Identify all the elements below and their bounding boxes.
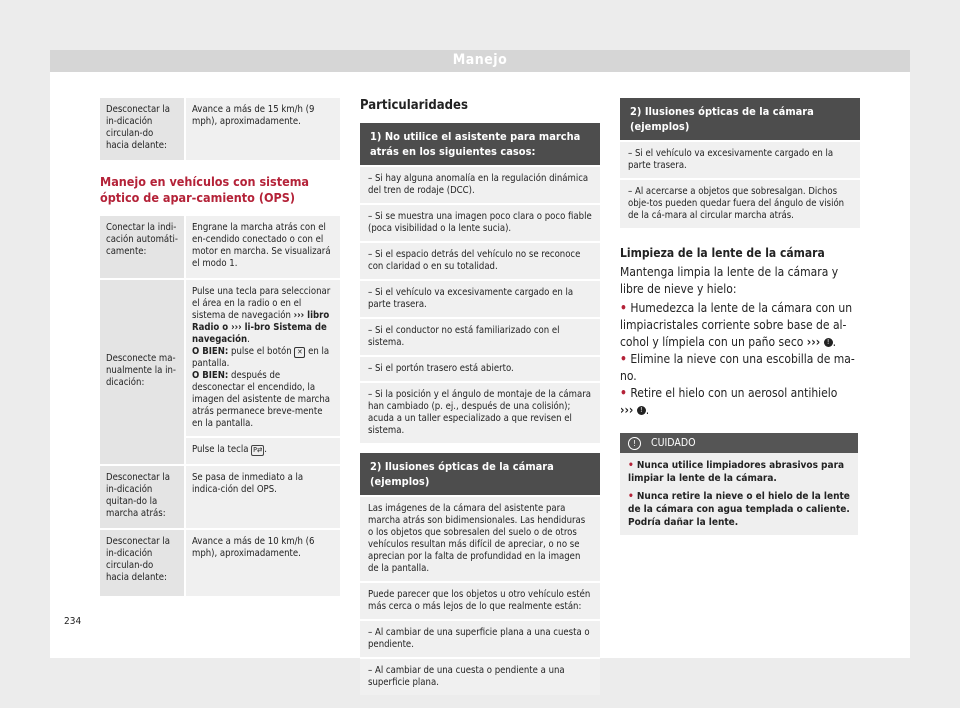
list-item [628,490,850,529]
box-row: Las imágenes de la cámara del asistente para marcha atrás son bidimensionales. Las hendiduras o los objetos que sobresalen del suelo o de otros vehículos resultan más difícil de apreciar, o no se aprecian por la falta de profundidad en la imagen de la pantalla. [360,495,600,581]
particularities-title: Particularidades [360,98,468,113]
box-row: Puede parecer que los objetos u otro vehículo estén más cerca o más lejos de lo que realmente están: [360,581,600,619]
bullet-icon: • [620,301,627,315]
or-label: O BIEN: [192,370,229,381]
list-item [620,351,860,385]
table-value: Avance a más de 15 km/h (9 mph), aproximadamente. [185,98,340,160]
list-item [620,300,860,351]
ops-text-p1d: . [247,334,250,345]
table-key: Desconectar la in-dicación circulan-do hacia delante: [100,529,185,596]
box-row: – Si el espacio detrás del vehículo no se reconoce con claridad o en su totalidad. [360,241,600,279]
box-illusions-cont [620,98,860,228]
box-illusions [360,453,600,695]
park-assist-key-icon: P⇄ [253,446,263,454]
bullet-icon: • [620,386,627,400]
table-row [100,529,340,596]
ops-text-p1a: Pulse una tecla para seleccionar el área en la radio o en el sistema de navegación [192,286,331,321]
bullet-text: Retire el hielo con un aerosol antihielo [630,386,838,400]
box-heading: 1) No utilice el asistente para marcha atrás en los siguientes casos: [360,123,600,165]
table-value: Avance a más de 10 km/h (6 mph), aproximadamente. [185,529,340,596]
ops-table [100,216,340,596]
top-table [100,98,340,160]
section-title-ops: Manejo en vehículos con sistema óptico de apar-camiento (OPS) [100,174,310,205]
box-row: – Si el conductor no está familiarizado con el sistema. [360,317,600,355]
caution-item: Nunca utilice limpiadores abrasivos para limpiar la lente de la cámara. [628,460,845,484]
ref-arrows: ››› [231,322,242,333]
box-row: – Si la posición y el ángulo de montaje de la cámara han cambiado (p. ej., después de una colisión); acuda a un taller especializado a que revisen el sistema. [360,381,600,443]
table-value [185,279,340,465]
or-label: O BIEN: [192,346,229,357]
ops-text-p1c: li-bro Sistema de navegación [192,322,327,345]
table-row [100,216,340,279]
box-row: – Al cambiar de una superficie plana a una cuesta o pendiente. [360,619,600,657]
warning-icon: ! [637,406,646,415]
box-not-use [360,123,600,443]
box-row: – Al acercarse a objetos que sobresalgan. Dichos obje-tos pueden quedar fuera del ángulo de visión de la cá-mara al circular marcha atrás. [620,178,860,228]
list-item [620,385,860,419]
cleaning-title: Limpieza de la lente de la cámara [620,246,825,260]
bullet-text: Elimine la nieve con una escobilla de ma-no. [620,352,855,383]
table-key [100,279,185,465]
bullet-text: Humedezca la lente de la cámara con un limpiacristales corriente sobre base de al-cohol y límpiela con un paño seco [620,301,853,349]
column-left [100,98,340,596]
ref-arrows: ››› [806,335,821,349]
table-key: Desconectar la in-dicación circulan-do hacia delante: [100,98,185,160]
close-x-icon: ✕ [294,347,305,358]
ref-arrows: ››› [620,403,634,417]
caution-box [620,433,858,535]
table-row [100,279,340,465]
bullet-text-end: . [645,403,650,417]
box-heading: 2) Ilusiones ópticas de la cámara (ejemplos) [360,453,600,495]
table-key: Conectar la indi-cación automáti-camente: [100,216,185,279]
table-key-text: Desconecte ma-nualmente la in-dicación: [106,353,176,388]
box-row: – Si el portón trasero está abierto. [360,355,600,381]
box-row: – Si hay alguna anomalía en la regulación dinámica del tren de rodaje (DCC). [360,165,600,203]
ops-text-p2a: pulse el botón [228,346,295,357]
page-header-banner [50,50,910,72]
bullet-icon: • [628,491,634,502]
table-value: Engrane la marcha atrás con el en-cendido conectado o con el motor en marcha. Se visualizará el modo 1. [185,216,340,279]
header-title: Manejo [452,52,508,68]
ops-sub-text: Pulse la tecla [192,444,252,455]
box-row: – Si el vehículo va excesivamente cargado en la parte trasera. [620,140,860,178]
box-row: – Si el vehículo va excesivamente cargado en la parte trasera. [360,279,600,317]
ops-text-p3a: después de desconectar el encendido, la imagen del asistente de marcha atrás permanece breve-mente en la pantalla. [192,370,331,429]
page [50,50,910,688]
bullet-icon: • [628,460,634,471]
page-number: 234 [64,616,82,627]
ops-subrow [186,436,340,464]
cleaning-section [620,246,860,419]
ops-text-p2b: en la pantalla. [192,346,330,369]
ops-sub-text-end: . [264,444,267,455]
table-row [100,465,340,529]
caution-header [620,433,858,453]
box-row: – Al cambiar de una cuesta o pendiente a una superficie plana. [360,657,600,695]
box-heading: 2) Ilusiones ópticas de la cámara (ejemplos) [620,98,860,140]
table-value: Se pasa de inmediato a la indica-ción del OPS. [185,465,340,529]
column-right [620,98,860,535]
cleaning-intro: Mantenga limpia la lente de la cámara y libre de nieve y hielo: [620,265,839,296]
column-middle [360,98,600,695]
table-key: Desconectar la in-dicación quitan-do la marcha atrás: [100,465,185,529]
warning-icon: ! [824,338,833,347]
list-item [628,459,850,485]
ref-arrows: ››› [293,310,305,321]
bullet-text-end: . [832,335,837,349]
caution-title: CUIDADO [651,437,696,449]
box-row: – Si se muestra una imagen poco clara o poco fiable (poca visibilidad o la lente sucia). [360,203,600,241]
caution-body [620,453,858,535]
caution-icon: ! [628,437,641,450]
caution-item: Nunca retire la nieve o el hielo de la lente de la cámara con agua templada o caliente. Podría dañar la lente. [628,491,850,528]
table-row [100,98,340,160]
bullet-icon: • [620,352,627,366]
ops-text-p1b: libro Radio o [192,310,330,333]
